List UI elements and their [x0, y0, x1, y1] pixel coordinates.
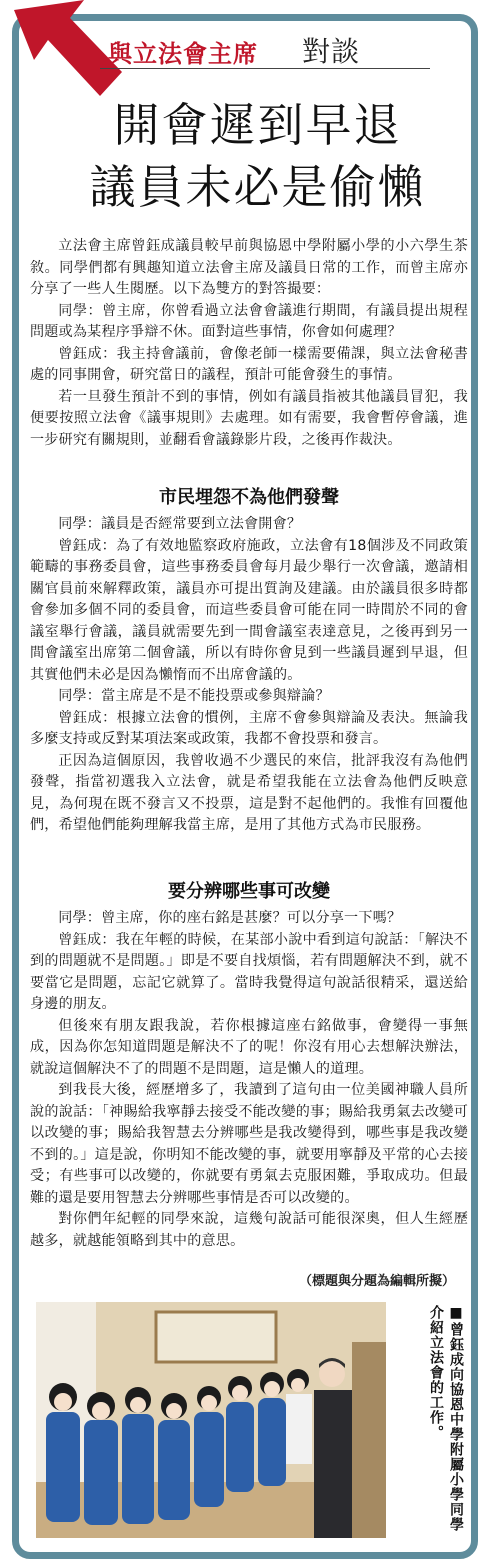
- subheading-2: 要分辨哪些事可改變: [168, 881, 330, 902]
- paragraph: 同學：當主席是不是不能投票或參與辯論？: [58, 688, 330, 704]
- paragraph: 正因為這個原因，我曾收過不少選民的來信，批評我沒有為他們發聲，指當初選我入立法會，就是希望我能在立法會為他們反映意見，為何現在既不發言又不投票，這是對不起他們的。我惟有回覆他們，希望他們能夠理解我當主席，是用了其他方式為市民服務。: [30, 752, 468, 833]
- paragraph: 若一旦發生預計不到的事情，例如有議員指被其他議員冒犯，我便要按照立法會《議事規則》去處理。如有需要，我會暫停會議，進一步研究有關規則，並翻看會議錄影片段，之後再作裁決。: [30, 388, 468, 448]
- paragraph: 同學：曾主席，你的座右銘是甚麼？可以分享一下嗎？: [58, 910, 402, 926]
- paragraph: 但後來有朋友跟我說，若你根據這座右銘做事，會變得一事無成，因為你怎知道問題是解決不了的呢！你沒有用心去想解決辦法，就說這個解決不了的問題不是問題，這是懶人的道理。: [30, 1017, 468, 1077]
- photo-illustration: [36, 1302, 386, 1538]
- column-kicker: 與立法會主席: [108, 39, 258, 68]
- paragraph: 曾鈺成：為了有效地監察政府施政，立法會有18個涉及不同政策範疇的事務委員會，這些事務委員會每月最少舉行一次會議，邀請相關官員前來解釋政策，議員亦可提出質詢及建議。由於議員很多時都會參加多個不同的委員會，而這些委員會可能在同一時間於不同的會議室舉行會議，議員就需要先到一間會議室表達意見，之後再到另一間會議室出席第二個會議，所以有時你會見到一些議員遲到早退，但其實他們未必是因為懶惰而不出席會議的。: [30, 537, 468, 683]
- paragraph: 立法會主席曾鈺成議員較早前與協恩中學附屬小學的小六學生茶敘。同學們都有興趣知道立法會主席及議員日常的工作，而曾主席亦分享了一些人生閱歷。以下為雙方的對答撮要：: [30, 238, 468, 297]
- headline-line-2: 議員未必是偷懶: [89, 160, 426, 214]
- section-1-text: [30, 514, 468, 837]
- editor-credit: （標題與分題為編輯所擬）: [298, 1274, 455, 1289]
- paragraph: 同學：曾主席，你曾看過立法會會議進行期間，有議員提出規程問題或為某程序爭辯不休。面對這些事情，你會如何處理？: [30, 302, 468, 340]
- photo-caption: ■曾鈺成向協恩中學附屬小學同學介紹立法會的工作。: [428, 1305, 464, 1532]
- paragraph: 曾鈺成：根據立法會的慣例，主席不會參與辯論及表決。無論我多麼支持或反對某項法案或政策，我都不會投票和發言。: [30, 709, 468, 747]
- paragraph: 到我長大後，經歷增多了，我讀到了這句由一位美國神職人員所說的說話：「神賜給我寧靜去接受不能改變的事；賜給我勇氣去改變可以改變的事；賜給我智慧去分辨哪些是我改變得到，哪些事是我改變不到的。」這是說，你明知不能改變的事，就要用寧靜及平常的心去接受；有些事可以改變的，你就要有勇氣去克服困難，爭取成功。但最難的還是要用智慧去分辨哪些事情是否可以改變的。: [30, 1082, 468, 1206]
- news-photo: [36, 1302, 386, 1538]
- header-rule: [100, 68, 430, 69]
- headline: [40, 94, 475, 218]
- section-2-text: [30, 908, 468, 1252]
- intro-text: [30, 236, 468, 451]
- column-kicker-suffix: 對談: [302, 35, 361, 68]
- column-header: [100, 18, 430, 70]
- subheading-1: 市民埋怨不為他們發聲: [159, 487, 339, 508]
- paragraph: 同學：議員是否經常要到立法會開會？: [58, 516, 302, 532]
- paragraph: 曾鈺成：我主持會議前，會像老師一樣需要備課，與立法會秘書處的同事開會，研究當日的議程，預計可能會發生的事情。: [30, 345, 468, 383]
- headline-line-1: 開會遲到早退: [113, 98, 402, 152]
- paragraph: 對你們年紀輕的同學來說，這幾句說話可能很深奧，但人生經歷越多，就越能領略到其中的意思。: [30, 1211, 468, 1249]
- paragraph: 曾鈺成：我在年輕的時候，在某部小說中看到這句說話：「解決不到的問題就不是問題。」即是不要自找煩惱，若有問題解決不到，就不要當它是問題，忘記它就算了。當時我覺得這句說話很精采，還送給身邊的朋友。: [30, 931, 468, 1012]
